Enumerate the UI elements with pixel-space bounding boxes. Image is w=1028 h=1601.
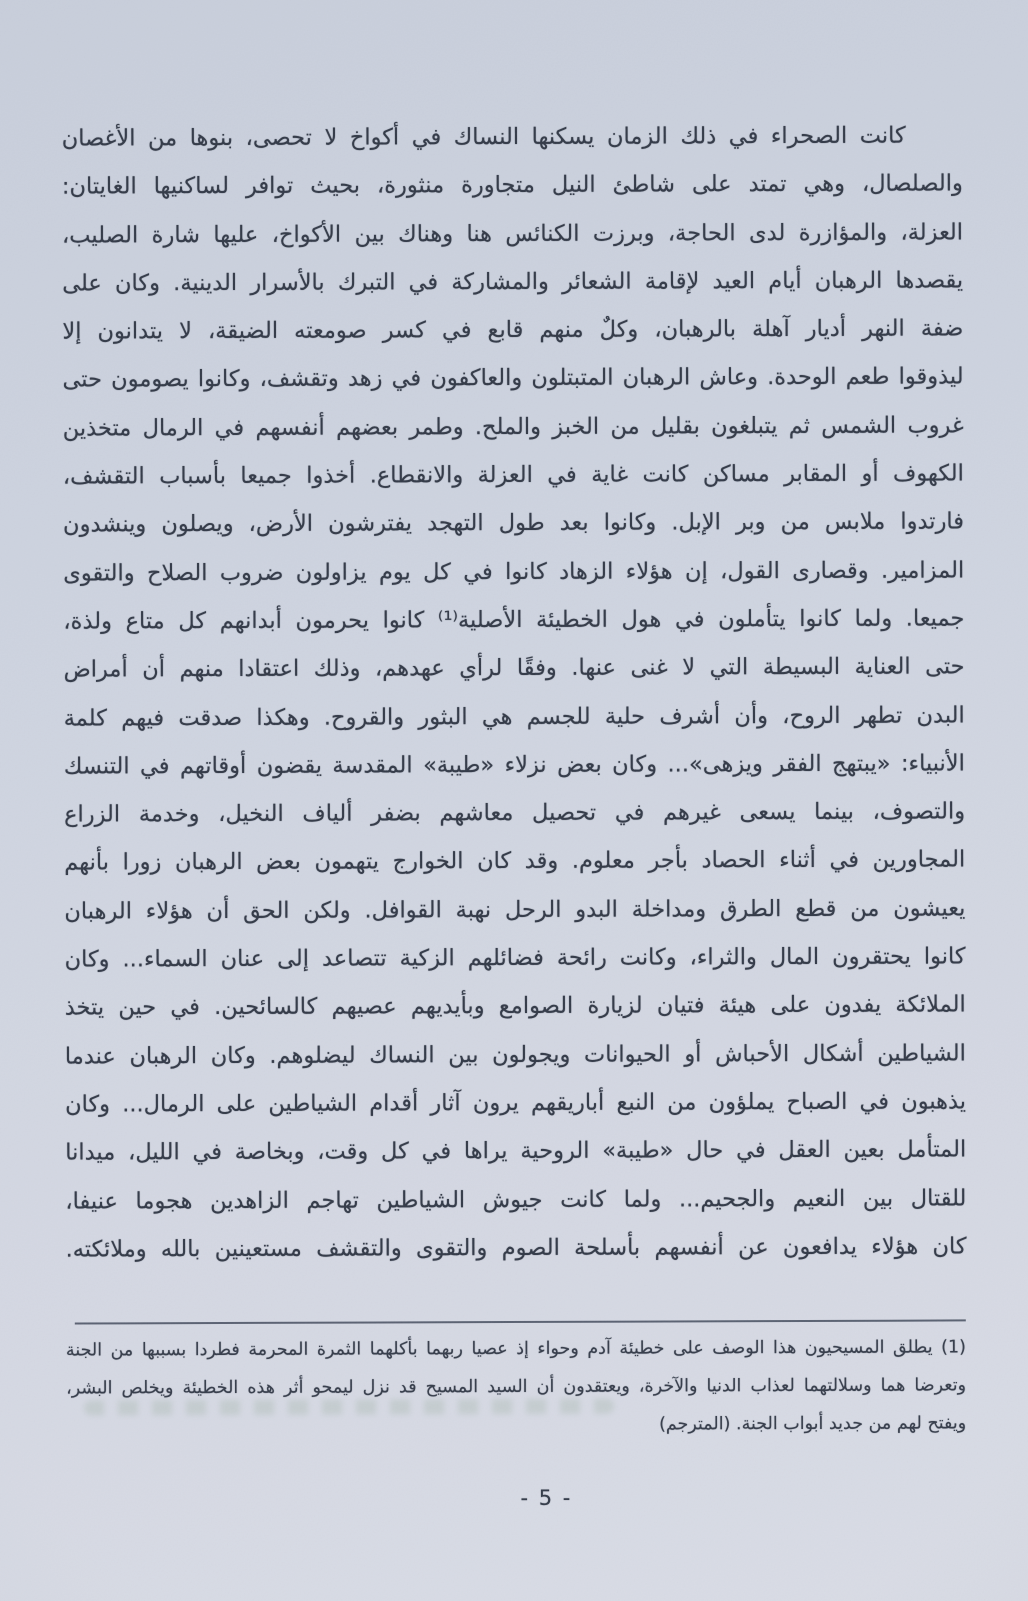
body-text-line: البدن تطهر الروح، وأن أشرف حلية للجسم هي البثور والقروح. وهكذا صدقت فيهم كلمة: [63, 701, 965, 732]
body-text-line: يعيشون من قطع الطرق ومداخلة البدو الرحل نهبة القوافل. ولكن الحق أن هؤلاء الرهبان: [64, 895, 966, 925]
body-text-line: يذهبون في الصباح يملؤون من النبع أباريقهم يرون آثار أقدام الشياطين على الرمال... وكان: [65, 1088, 967, 1118]
body-text-line: للقتال بين النعيم والجحيم... ولما كانت جيوش الشياطين تهاجم الزاهدين هجوما عنيفا،: [65, 1184, 967, 1215]
body-text-line: الملائكة يفدون على هيئة فتيان لزيارة الصوامع وبأيديهم عصيهم كالسائحين. في حين يتخذ: [64, 991, 966, 1021]
body-text-line: كان هؤلاء يدافعون عن أنفسهم بأسلحة الصوم والتقوى والتقشف مستعينين بالله وملائكته.: [65, 1233, 967, 1263]
footnote-separator: [75, 1319, 966, 1324]
footnote-line: وتعرضا هما وسلالتهما لعذاب الدنيا والآخرة، ويعتقدون أن السيد المسيح قد نزل ليمحو أثر هذه الخطيئة ويخلص البشر،: [66, 1375, 967, 1399]
body-text-line: كانوا يحتقرون المال والثراء، وكانت رائحة فضائلهم الزكية تتصاعد إلى عنان السماء... وكان: [64, 943, 966, 973]
body-text-line: الكهوف أو المقابر مساكن كانت غاية في العزلة والانقطاع. أخذوا جميعا بأسباب التقشف،: [62, 460, 964, 490]
body-text: [62, 111, 967, 1273]
body-text-line: والتصوف، بينما يسعى غيرهم في تحصيل معاشهم بضفر ألياف النخيل، وخدمة الزراع: [64, 798, 966, 828]
body-text-line: جميعا. ولما كانوا يتأملون في هول الخطيئة الأصلية⁽¹⁾ كانوا يحرمون أبدانهم كل متاع ولذة،: [63, 605, 965, 635]
body-text-line: الشياطين أشكال الأحباش أو الحيوانات ويجولون بين النساك ليضلوهم. وكان الرهبان عندما: [64, 1040, 966, 1070]
page-number: - 5 -: [520, 1485, 573, 1510]
body-text-line: العزلة، والمؤازرة لدى الحاجة، وبرزت الكنائس هنا وهناك بين الأكواخ، عليها شارة الصليب،: [61, 219, 964, 249]
body-text-line: فارتدوا ملابس من وبر الإبل. وكانوا بعد طول التهجد يفترشون الأرض، ويصلون وينشدون: [62, 508, 965, 538]
footnote: [66, 1329, 966, 1446]
body-text-line: المجاورين في أثناء الحصاد بأجر معلوم. وقد كان الخوارج يتهمون بعض الرهبان زورا بأنهم: [64, 846, 966, 877]
body-text-line: ليذوقوا طعم الوحدة. وعاش الرهبان المتبتلون والعاكفون في زهد وتقشف، وكانوا يصومون حتى: [62, 363, 964, 394]
body-text-line: كانت الصحراء في ذلك الزمان يسكنها النساك في أكواخ لا تحصى، بنوها من الأغصان: [61, 122, 906, 152]
body-text-line: حتى العناية البسيطة التي لا غنى عنها. وفقًا لرأي عهدهم، وذلك اعتقادا منهم أن أمراض: [63, 653, 965, 683]
body-text-line: ضفة النهر أديار آهلة بالرهبان، وكلٌ منهم قابع في كسر صومعته الضيقة، لا يتدانون إلا: [62, 315, 964, 345]
body-text-line: المتأمل بعين العقل في حال «طيبة» الروحية يراها في كل وقت، وبخاصة في الليل، ميدانا: [65, 1136, 967, 1166]
body-text-line: غروب الشمس ثم يتبلغون بقليل من الخبز والملح. وطمر بعضهم أنفسهم في الرمال متخذين: [62, 412, 964, 442]
footnote-line: ويفتح لهم من جديد أبواب الجنة. (المترجم): [659, 1413, 967, 1435]
footnote-line: (1) يطلق المسيحيون هذا الوصف على خطيئة آدم وحواء إذ عصيا ربهما بأكلهما الثمرة المحرمة فطردا بسببها من الجنة: [65, 1337, 966, 1361]
show-through-artifact: [84, 1399, 614, 1416]
body-text-line: يقصدها الرهبان أيام العيد لإقامة الشعائر والمشاركة في التبرك بالأسرار الدينية. وكان على: [62, 267, 964, 297]
body-text-line: الأنبياء: «يبتهج الفقر ويزهى»... وكان بعض نزلاء «طيبة» المقدسة يقضون أوقاتهم في التنسك: [63, 750, 965, 780]
body-text-line: المزامير. وقصارى القول، إن هؤلاء الزهاد كانوا في كل يوم يزاولون ضروب الصلاح والتقوى: [63, 557, 965, 587]
body-text-line: والصلصال، وهي تمتد على شاطئ النيل متجاورة منثورة، بحيث توافر لساكنيها الغايتان:: [61, 170, 963, 200]
